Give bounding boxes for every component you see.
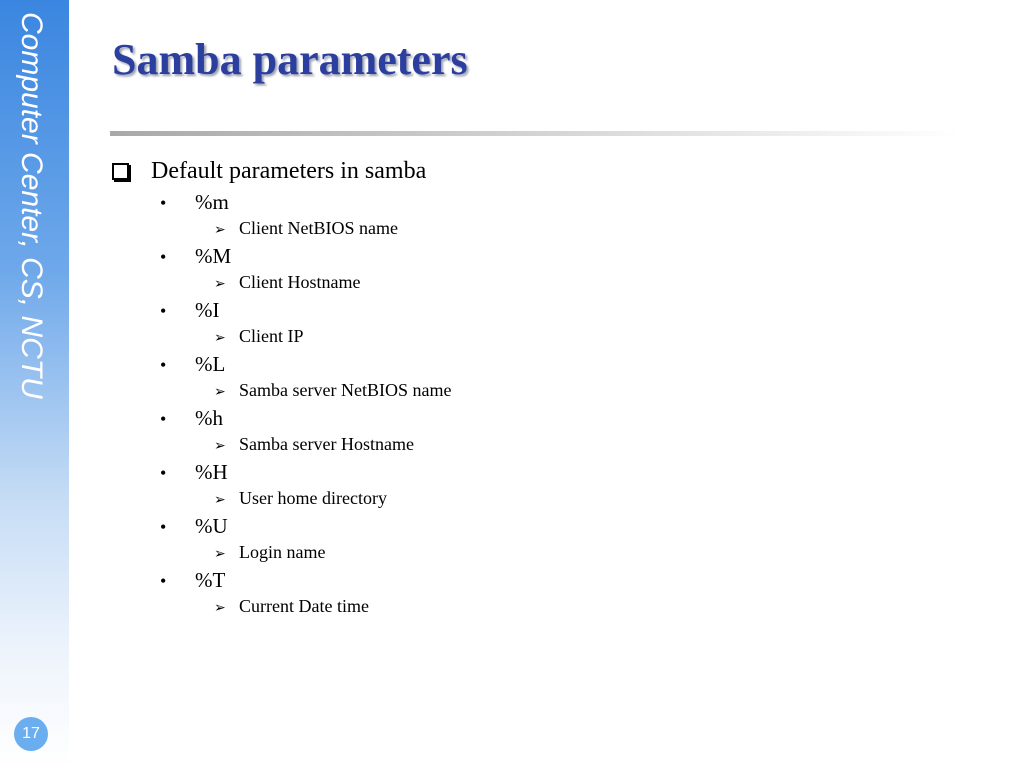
slide-title: Samba parameters	[112, 35, 468, 84]
arrow-bullet-icon: ➢	[214, 331, 226, 346]
sidebar-label: Computer Center, CS, NCTU	[15, 12, 48, 399]
param-desc: Client NetBIOS name	[239, 218, 398, 238]
arrow-bullet-icon: ➢	[214, 493, 226, 508]
param-code: %H	[195, 460, 228, 484]
param-desc-item	[214, 272, 360, 293]
bullet-dot-icon: •	[160, 463, 167, 483]
param-item	[160, 190, 229, 215]
main-bullet	[112, 158, 426, 185]
arrow-bullet-icon: ➢	[214, 439, 226, 454]
param-desc-item	[214, 434, 414, 455]
param-desc-item	[214, 218, 398, 239]
bullet-dot-icon: •	[160, 409, 167, 429]
param-desc: Current Date time	[239, 596, 369, 616]
param-desc: Client IP	[239, 326, 304, 346]
param-code: %h	[195, 406, 223, 430]
bullet-dot-icon: •	[160, 571, 167, 591]
sidebar	[0, 0, 69, 768]
arrow-bullet-icon: ➢	[214, 601, 226, 616]
param-item	[160, 298, 220, 323]
param-item	[160, 514, 228, 539]
param-item	[160, 352, 225, 377]
param-desc: User home directory	[239, 488, 387, 508]
main-bullet-text: Default parameters in samba	[151, 158, 427, 184]
arrow-bullet-icon: ➢	[214, 277, 226, 292]
arrow-bullet-icon: ➢	[214, 547, 226, 562]
arrow-bullet-icon: ➢	[214, 223, 226, 238]
param-code: %T	[195, 568, 226, 592]
page-number-badge: 17	[14, 717, 48, 751]
param-code: %L	[195, 352, 226, 376]
bullet-dot-icon: •	[160, 193, 167, 213]
param-item	[160, 568, 225, 593]
param-item	[160, 406, 223, 431]
param-desc-item	[214, 326, 304, 347]
param-desc: Samba server Hostname	[239, 434, 414, 454]
param-desc-item	[214, 596, 369, 617]
bullet-dot-icon: •	[160, 517, 167, 537]
param-code: %U	[195, 514, 228, 538]
bullet-dot-icon: •	[160, 355, 167, 375]
param-desc: Login name	[239, 542, 326, 562]
arrow-bullet-icon: ➢	[214, 385, 226, 400]
param-desc-item	[214, 380, 451, 401]
param-item	[160, 460, 228, 485]
param-item	[160, 244, 231, 269]
param-code: %I	[195, 298, 220, 322]
title-divider	[110, 131, 960, 136]
param-desc: Client Hostname	[239, 272, 361, 292]
param-desc-item	[214, 488, 387, 509]
bullet-dot-icon: •	[160, 301, 167, 321]
bullet-dot-icon: •	[160, 247, 167, 267]
param-desc: Samba server NetBIOS name	[239, 380, 452, 400]
param-code: %M	[195, 244, 232, 268]
param-desc-item	[214, 542, 325, 563]
param-code: %m	[195, 190, 229, 214]
checkbox-bullet-icon	[112, 163, 129, 180]
